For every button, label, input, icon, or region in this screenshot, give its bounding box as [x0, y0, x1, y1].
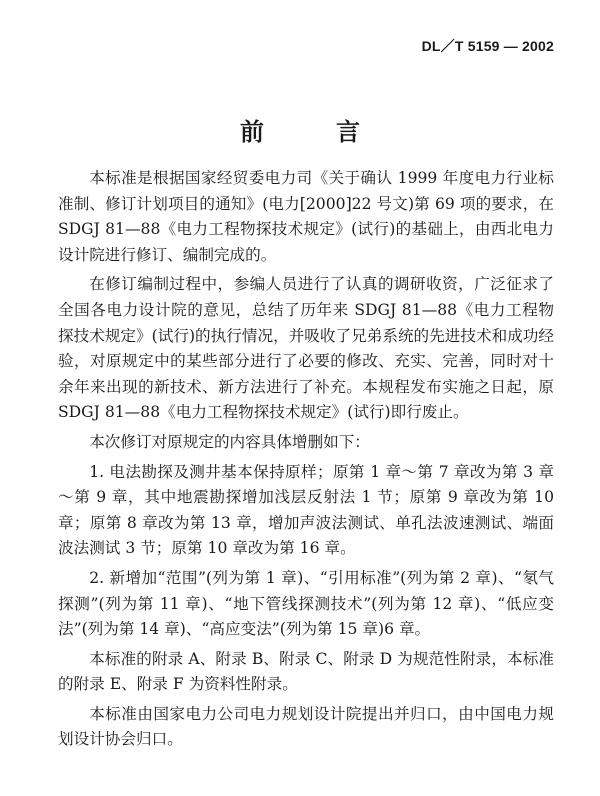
paragraph-1: 本标准是根据国家经贸委电力司《关于确认 1999 年度电力行业标准制、修订计划项目的通知》(电力[2000]22 号文)第 69 项的要求，在 SDGJ 81—88《电力工程物探技术规定》(试行)的基础上，由西北电力设计院进行修订、编制完成的。: [58, 169, 554, 264]
page-title: 前言: [240, 118, 432, 146]
paragraph-5: 2. 新增加“范围”(列为第 1 章)、“引用标准”(列为第 2 章)、“氡气探测”(列为第 11 章)、“地下管线探测技术”(列为第 12 章)、“低应变法”(列为第 14 章)、“高应变法”(列为第 15 章)6 章。: [58, 568, 554, 639]
standard-code: DL／T 5159 — 2002: [421, 38, 554, 54]
paragraph-4: 1. 电法勘探及测井基本保持原样；原第 1 章～第 7 章改为第 3 章～第 9 章，其中地震勘探增加浅层反射法 1 节；原第 9 章改为第 10 章；原第 8 章改为第 13 章，增加声波法测试、单孔法波速测试、端面波法测试 3 节；原第 10 章改为第 16 章。: [58, 462, 554, 558]
paragraph-3: 本次修订对原规定的内容具体增删如下：: [89, 432, 370, 451]
document-body: [58, 166, 554, 757]
paragraph-7: 本标准由国家电力公司电力规划设计院提出并归口，由中国电力规划设计协会归口。: [58, 704, 554, 749]
paragraph-6: 本标准的附录 A、附录 B、附录 C、附录 D 为规范性附录，本标准的附录 E、附录 F 为资料性附录。: [58, 649, 554, 694]
paragraph-2: 在修订编制过程中，参编人员进行了认真的调研收资，广泛征求了全国各电力设计院的意见，总结了历年来 SDGJ 81—88《电力工程物探技术规定》(试行)的执行情况，并吸收了兄弟系统的先进技术和成功经验，对原规定中的某些部分进行了必要的修改、充实、完善，同时对十余年来出现的新技术、新方法进行了补充。本规程发布实施之日起，原 SDGJ 81—88《电力工程物探技术规定》(试行)即行废止。: [58, 275, 554, 422]
